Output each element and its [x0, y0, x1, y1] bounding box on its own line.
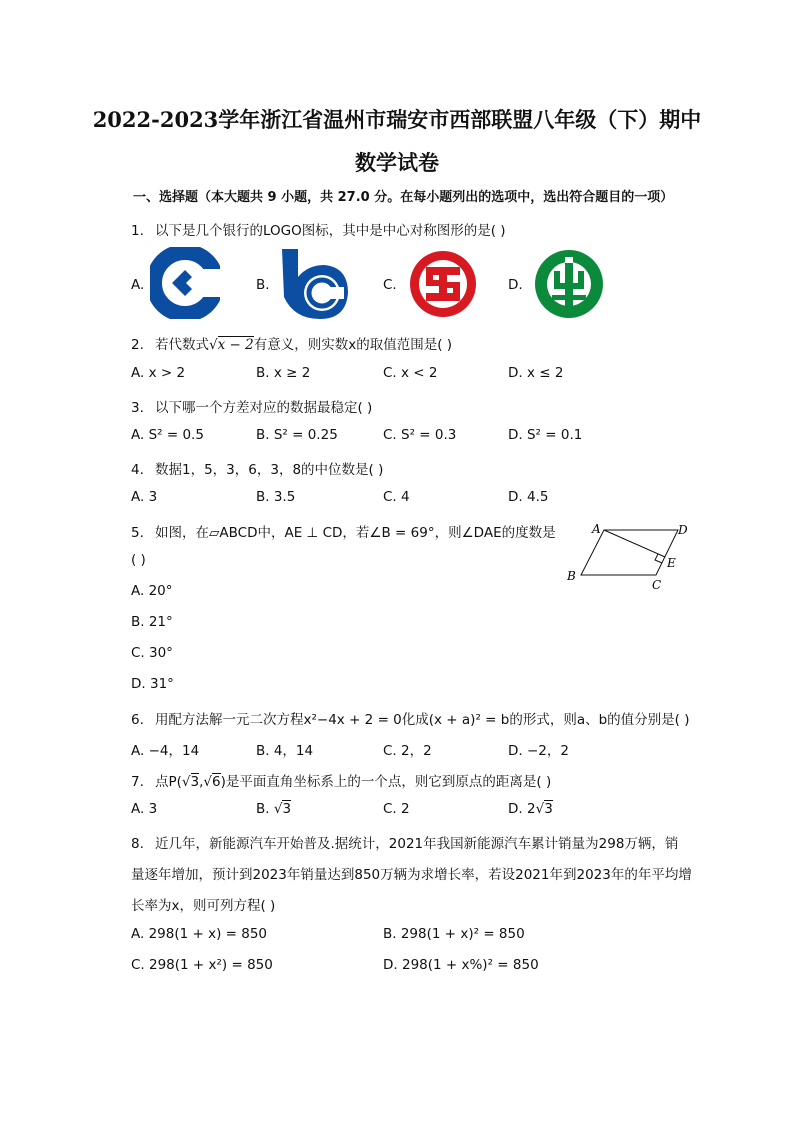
- bocom-logo-icon: [278, 247, 352, 325]
- question-stem: )是平面直角坐标系上的一个点，则它到原点的距离是( ): [220, 774, 552, 790]
- radicand: x − 2: [217, 337, 254, 353]
- question-8: [131, 832, 678, 852]
- option-a: A. 298(1 + x) = 850: [131, 926, 268, 942]
- question-number: 7.: [131, 774, 144, 790]
- label-c: C: [652, 578, 662, 592]
- section-heading: 一、选择题（本大题共 9 小题，共 27.0 分。在每小题列出的选项中，选出符合题目的一项）: [133, 190, 674, 205]
- question-stem: 有意义，则实数x的取值范围是( ): [253, 337, 453, 353]
- question-stem: 用配方法解一元二次方程x²−4x + 2 = 0化成(x + a)² = b的形式，则a、b的值分别是( ): [155, 712, 690, 728]
- question-6: [131, 708, 690, 728]
- option-a: A. 3: [131, 801, 158, 817]
- radicand: 6: [212, 774, 221, 790]
- question-stem-line3: 长率为x，则可列方程( ): [131, 898, 276, 914]
- label-d: D: [678, 523, 688, 537]
- question-number: 2.: [131, 337, 144, 353]
- radicand: 3: [190, 774, 200, 790]
- question-5: [131, 521, 556, 541]
- question-stem: 如图，在▱ABCD中，AE ⊥ CD，若∠B = 69°，则∠DAE的度数是: [155, 525, 556, 541]
- option-d: D. 298(1 + x%)² = 850: [383, 957, 539, 973]
- option-d: D. −2，2: [508, 743, 569, 759]
- question-3: [131, 396, 372, 416]
- option-c: C. x < 2: [383, 365, 438, 381]
- question-1: [131, 219, 506, 239]
- doc-title-line2: 数学试卷: [355, 150, 439, 175]
- parallelogram-figure: [564, 518, 704, 602]
- sqrt-sign: √: [181, 774, 191, 790]
- question-7: [131, 770, 551, 790]
- question-stem: 若代数式: [155, 337, 209, 353]
- comma: ,: [199, 774, 204, 790]
- option-a: A. 20°: [131, 583, 173, 599]
- option-a: A. −4，14: [131, 743, 200, 759]
- question-number: 6.: [131, 712, 144, 728]
- option-b: B. 298(1 + x)² = 850: [383, 926, 525, 942]
- sqrt-sign: √: [209, 337, 218, 353]
- option-d: D. 31°: [131, 676, 174, 692]
- option-d: D. 4.5: [508, 489, 549, 505]
- option-d: D. S² = 0.1: [508, 427, 583, 443]
- option-c: C. S² = 0.3: [383, 427, 457, 443]
- abc-logo-icon: [532, 247, 606, 325]
- option-d: D. 2√3: [508, 801, 553, 817]
- label-e: E: [667, 556, 676, 570]
- option-c: C. 30°: [131, 645, 173, 661]
- question-number: 4.: [131, 462, 144, 478]
- label-b: B: [567, 569, 576, 583]
- option-b: B. 21°: [131, 614, 173, 630]
- option-c: C. 298(1 + x²) = 850: [131, 957, 273, 973]
- question-number: 5.: [131, 525, 144, 541]
- option-a: A. 3: [131, 489, 158, 505]
- question-number: 1.: [131, 223, 144, 239]
- option-c: C. 4: [383, 489, 410, 505]
- ccb-logo-icon: [150, 247, 220, 323]
- option-b: B. 3.5: [256, 489, 296, 505]
- doc-title-line1: 2022-2023学年浙江省温州市瑞安市西部联盟八年级（下）期中: [92, 107, 702, 132]
- option-a: A. x > 2: [131, 365, 186, 381]
- question-stem: 数据1，5，3，6，3，8的中位数是( ): [155, 462, 384, 478]
- question-stem-cont: ( ): [131, 552, 146, 568]
- option-label: D.: [508, 277, 523, 293]
- question-stem: 点P(: [155, 774, 182, 790]
- question-number: 3.: [131, 400, 144, 416]
- option-c: C. 2: [383, 801, 410, 817]
- option-label: B.: [256, 277, 270, 293]
- question-number: 8.: [131, 836, 144, 852]
- sqrt-sign: √: [203, 774, 213, 790]
- question-2: [131, 333, 452, 353]
- question-stem: 以下哪一个方差对应的数据最稳定( ): [155, 400, 373, 416]
- label-a: A: [592, 522, 601, 536]
- option-c: C. 2，2: [383, 743, 432, 759]
- question-4: [131, 458, 383, 478]
- option-d: D. x ≤ 2: [508, 365, 564, 381]
- question-stem-line2: 量逐年增加，预计到2023年销量达到850万辆为求增长率，若设2021年到2023年的年平均增: [131, 867, 692, 883]
- question-stem: 以下是几个银行的LOGO图标，其中是中心对称图形的是( ): [155, 223, 506, 239]
- option-b: B. 4，14: [256, 743, 314, 759]
- option-label: A.: [131, 277, 145, 293]
- option-label: C.: [383, 277, 397, 293]
- option-b: B. √3: [256, 801, 292, 817]
- option-b: B. x ≥ 2: [256, 365, 311, 381]
- question-stem-line1: 近几年，新能源汽车开始普及.据统计，2021年我国新能源汽车累计销量为298万辆，销: [155, 836, 679, 852]
- option-a: A. S² = 0.5: [131, 427, 204, 443]
- icbc-logo-icon: [406, 247, 480, 325]
- option-b: B. S² = 0.25: [256, 427, 338, 443]
